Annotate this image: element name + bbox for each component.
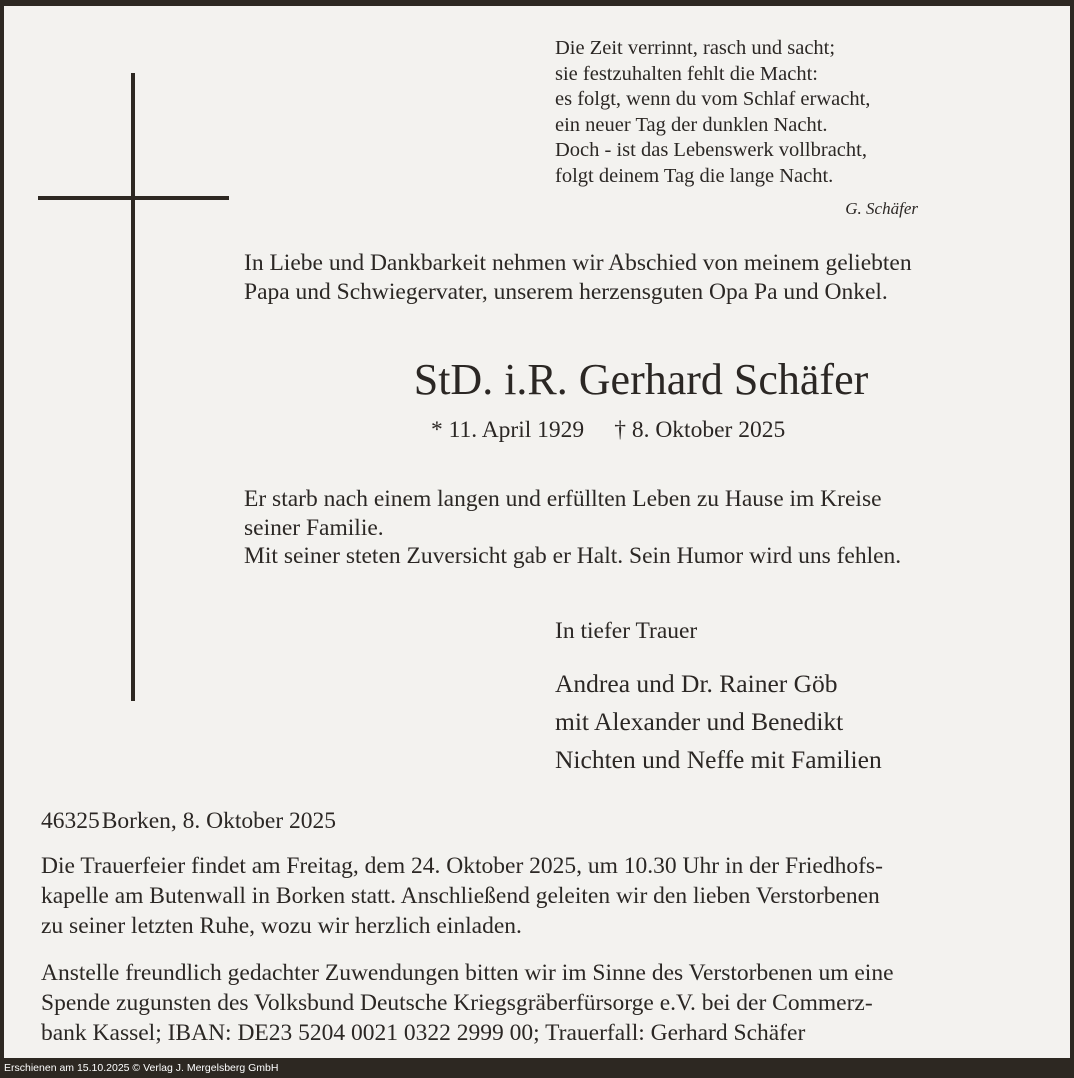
mourners-list: [555, 665, 882, 779]
place-date: [41, 806, 336, 836]
life-dates: [431, 414, 785, 446]
poem-author: G. Schäfer: [845, 199, 918, 218]
city-date: Borken, 8. Oktober 2025: [101, 808, 337, 834]
donation-line: Spende zugunsten des Volksbund Deutsche Kriegsgräberfürsorge e.V. bei der Commerz-: [41, 990, 873, 1016]
passing-line: Er starb nach einem langen und erfüllten Leben zu Hause im Kreise: [244, 486, 882, 512]
poem-line: Doch - ist das Lebenswerk vollbracht,: [555, 139, 867, 162]
passing-line: seiner Familie.: [244, 514, 384, 541]
cross-icon-crossbar: [38, 196, 229, 200]
funeral-line: Die Trauerfeier findet am Freitag, dem 24. Oktober 2025, um 10.30 Uhr in der Friedhofs-: [41, 853, 883, 879]
poem-line: es folgt, wenn du vom Schlaf erwacht,: [555, 88, 871, 111]
poem-line: folgt deinem Tag die lange Nacht.: [555, 164, 834, 187]
mourner-line: Andrea und Dr. Rainer Göb: [555, 669, 838, 698]
poem-line: Die Zeit verrinnt, rasch und sacht;: [555, 37, 836, 59]
funeral-line: zu seiner letzten Ruhe, wozu wir herzlich einladen.: [41, 913, 522, 939]
funeral-line: kapelle am Butenwall in Borken statt. Anschließend geleiten wir den lieben Verstorbenen: [41, 883, 880, 909]
funeral-info: [41, 851, 883, 941]
poem-line: sie festzuhalten fehlt die Macht:: [555, 62, 818, 85]
passing-text: [244, 485, 901, 571]
intro-line: Papa und Schwiegervater, unserem herzensguten Opa Pa und Onkel.: [244, 279, 888, 305]
poem: [555, 36, 870, 190]
intro-line: In Liebe und Dankbarkeit nehmen wir Abschied von meinem geliebten: [244, 250, 912, 276]
mourner-line: mit Alexander und Benedikt: [555, 707, 844, 736]
intro-text: [244, 249, 912, 307]
donation-line: bank Kassel; IBAN: DE23 5204 0021 0322 2999 00; Trauerfall: Gerhard Schäfer: [41, 1020, 806, 1046]
mourner-line: Nichten und Neffe mit Familien: [555, 745, 882, 774]
deceased-name: StD. i.R. Gerhard Schäfer: [413, 355, 869, 404]
publication-footer: Erschienen am 15.10.2025 © Verlag J. Mergelsberg GmbH: [0, 1058, 1074, 1078]
birth-date: * 11. April 1929: [431, 417, 585, 443]
donation-info: [41, 958, 894, 1048]
passing-line: Mit seiner steten Zuversicht gab er Halt. Sein Humor wird uns fehlen.: [244, 543, 902, 569]
poem-line: ein neuer Tag der dunklen Nacht.: [555, 113, 828, 136]
death-date: † 8. Oktober 2025: [614, 417, 786, 443]
mourning-heading: In tiefer Trauer: [555, 618, 698, 644]
postal-code: 46325: [41, 808, 100, 834]
donation-line: Anstelle freundlich gedachter Zuwendungen bitten wir im Sinne des Verstorbenen um eine: [41, 960, 894, 986]
